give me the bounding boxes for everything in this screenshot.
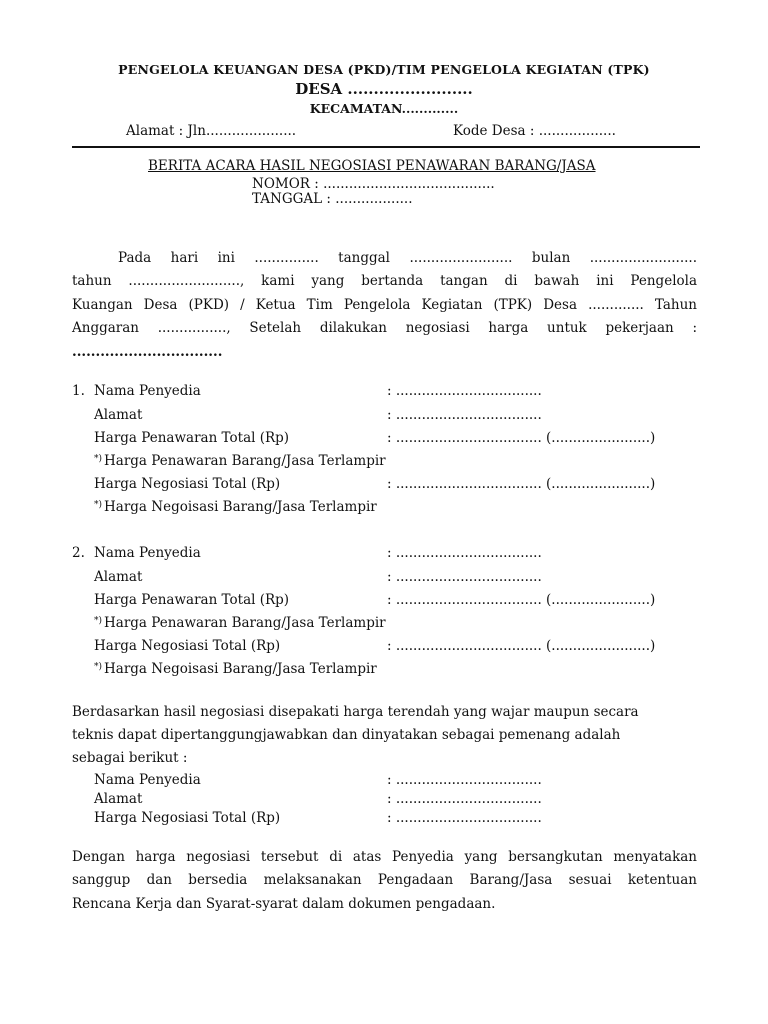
vendor-negotiation-label: Harga Negosiasi Total (Rp) [94,638,281,654]
winner-price-label: Harga Negosiasi Total (Rp) [94,810,281,826]
note-marker: *) [94,500,103,510]
closing-line: Dengan harga negosiasi tersebut di atas Penyedia yang bersangkutan menyatakan [72,849,697,865]
vendor-number: 1. [72,383,85,399]
vendor-offer-label: Harga Penawaran Total (Rp) [94,592,290,608]
vendor-negotiation-label: Harga Negosiasi Total (Rp) [94,476,281,492]
vendor-negotiation-note [94,499,377,515]
vendor-negotiation-note [94,661,377,677]
vendor-name-value: : .................................. [387,545,542,561]
vendor-offer-label: Harga Penawaran Total (Rp) [94,430,290,446]
vendor-offer-value: : .................................. (.......................) [387,430,656,446]
intro-paragraph [72,247,697,364]
header-kecamatan: KECAMATAN............. [309,101,459,116]
result-line: sebagai berikut : [72,750,188,766]
vendor-name-label: Nama Penyedia [94,383,201,399]
result-line: teknis dapat dipertanggungjawabkan dan dinyatakan sebagai pemenang adalah [72,727,621,743]
intro-line: Anggaran ................, Setelah dilakukan negosiasi harga untuk pekerjaan : [72,320,697,337]
note-marker: *) [94,454,103,464]
note-marker: *) [94,662,103,672]
vendor-number: 2. [72,545,85,561]
vendor-offer-value: : .................................. (.......................) [387,592,656,608]
vendor-offer-note [94,453,386,469]
header-desa: DESA ........................ [295,80,473,98]
closing-paragraph [72,846,697,916]
vendor-name-label: Nama Penyedia [94,545,201,561]
intro-line: Pada hari ini ............... tanggal ........................ bulan ......................... [118,250,697,266]
header-organization: PENGELOLA KEUANGAN DESA (PKD)/TIM PENGELOLA KEGIATAN (TPK) [118,62,650,77]
vendor-address-value: : .................................. [387,569,542,585]
closing-line: sanggup dan bersedia melaksanakan Pengadaan Barang/Jasa sesuai ketentuan [72,872,697,889]
closing-line: Rencana Kerja dan Syarat-syarat dalam dokumen pengadaan. [72,895,496,912]
result-line: Berdasarkan hasil negosiasi disepakati harga terendah yang wajar maupun secara [72,704,639,720]
note-text: Harga Negoisasi Barang/Jasa Terlampir [104,661,377,677]
vendor-negotiation-value: : .................................. (.......................) [387,476,656,492]
document-date: TANGGAL : .................. [252,191,413,207]
address-street: Alamat : Jln..................... [126,123,297,139]
intro-line-job: ................................ [72,343,223,360]
document-title: BERITA ACARA HASIL NEGOSIASI PENAWARAN BARANG/JASA [148,158,596,174]
winner-address-value: : .................................. [387,791,542,807]
address-village-code: Kode Desa : .................. [453,123,616,139]
winner-price-value: : .................................. [387,810,542,826]
note-text: Harga Negoisasi Barang/Jasa Terlampir [104,499,377,515]
vendor-offer-note [94,615,386,631]
vendor-negotiation-value: : .................................. (.......................) [387,638,656,654]
document-number: NOMOR : ........................................ [252,176,495,192]
vendor-address-value: : .................................. [387,407,542,423]
vendor-address-label: Alamat [94,569,143,585]
intro-line: tahun .........................., kami yang bertanda tangan di bawah ini Pengelola [72,273,697,290]
winner-name-value: : .................................. [387,772,542,788]
winner-address-label: Alamat [94,791,143,807]
vendor-name-value: : .................................. [387,383,542,399]
header-divider [72,146,700,148]
note-text: Harga Penawaran Barang/Jasa Terlampir [104,453,386,469]
vendor-address-label: Alamat [94,407,143,423]
note-text: Harga Penawaran Barang/Jasa Terlampir [104,615,386,631]
note-marker: *) [94,616,103,626]
intro-line: Kuangan Desa (PKD) / Ketua Tim Pengelola Kegiatan (TPK) Desa ............. Tahun [72,296,697,313]
winner-name-label: Nama Penyedia [94,772,201,788]
